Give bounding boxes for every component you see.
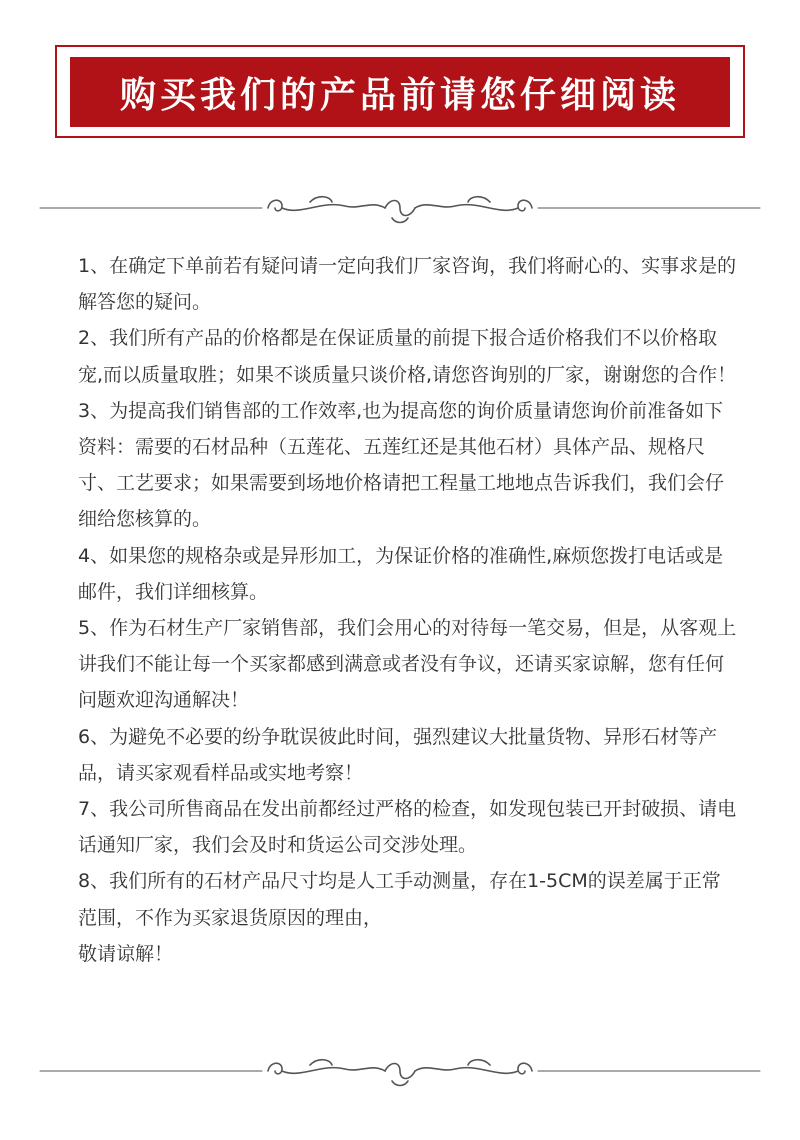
ornament-divider-bottom: [0, 1051, 800, 1091]
notice-item-1: 1、在确定下单前若有疑问请一定向我们厂家咨询，我们将耐心的、实事求是的解答您的疑问。: [78, 255, 737, 314]
banner-title: 购买我们的产品前请您仔细阅读: [119, 73, 680, 116]
notice-content: [78, 248, 738, 972]
notice-item-2: 2、我们所有产品的价格都是在保证质量的前提下报合适价格我们不以价格取宠,而以质量取胜；如果不谈质量只谈价格,请您咨询别的厂家，谢谢您的合作！: [78, 327, 737, 386]
notice-item-6: 6、为避免不必要的纷争耽误彼此时间，强烈建议大批量货物、异形石材等产品，请买家观看样品或实地考察！: [78, 725, 718, 784]
ornament-divider-top: [0, 188, 800, 228]
notice-item-7: 7、我公司所售商品在发出前都经过严格的检查，如发现包装已开封破损、请电话通知厂家，我们会及时和货运公司交涉处理。: [78, 798, 737, 857]
notice-item-3: 3、为提高我们销售部的工作效率,也为提高您的询价质量请您询价前准备如下资料：需要的石材品种（五莲花、五莲红还是其他石材）具体产品、规格尺寸、工艺要求；如果需要到场地价格请把工程量工地地点告诉我们，我们会仔细给您核算的。: [78, 399, 725, 531]
notice-item-5: 5、作为石材生产厂家销售部，我们会用心的对待每一笔交易，但是，从客观上讲我们不能让每一个买家都感到满意或者没有争议，还请买家谅解，您有任何问题欢迎沟通解决！: [78, 617, 737, 712]
notice-item-4: 4、如果您的规格杂或是异形加工，为保证价格的准确性,麻烦您拨打电话或是邮件，我们详细核算。: [78, 544, 724, 603]
notice-item-8: 8、我们所有的石材产品尺寸均是人工手动测量，存在1-5CM的误差属于正常范围，不作为买家退货原因的理由，: [78, 870, 721, 929]
closing-text: 敬请谅解！: [78, 942, 174, 965]
banner: [70, 57, 730, 127]
